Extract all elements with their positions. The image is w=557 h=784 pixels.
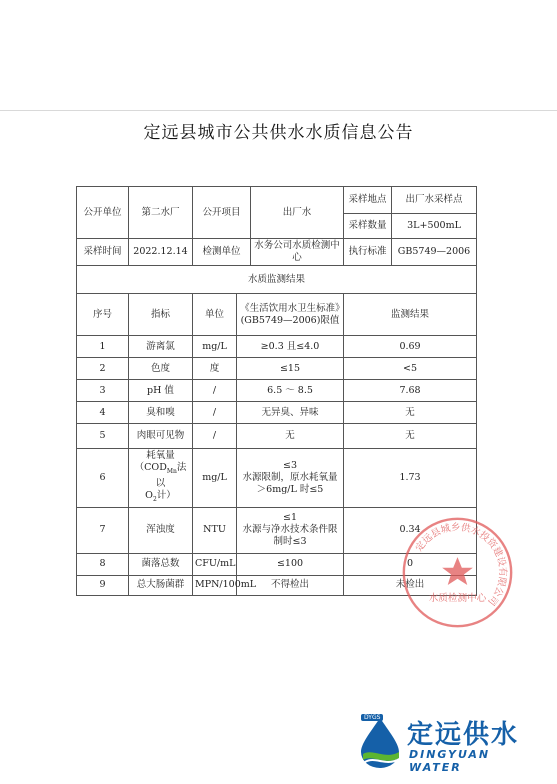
row-indicator: 肉眼可见物: [129, 424, 193, 449]
logo-tag: DYGS: [361, 714, 383, 721]
row-limit: 不得检出: [237, 575, 344, 595]
row-result: 0.34: [344, 507, 477, 553]
row-unit: 度: [193, 358, 237, 380]
row-no: 4: [77, 402, 129, 424]
table-row: [77, 380, 477, 402]
unit-label: 公开单位: [77, 187, 129, 239]
row-no: 8: [77, 553, 129, 575]
site-value: 出厂水采样点: [392, 187, 477, 214]
dept-label: 检测单位: [193, 239, 251, 266]
table-row: [77, 402, 477, 424]
water-drop-icon: [355, 714, 405, 770]
row-unit: mg/L: [193, 449, 237, 508]
row-no: 6: [77, 449, 129, 508]
row-indicator: 游离氯: [129, 336, 193, 358]
top-divider: [0, 0, 557, 111]
table-row: [77, 424, 477, 449]
official-seal: [400, 515, 515, 630]
site-label: 采样地点: [344, 187, 392, 214]
row-result: <5: [344, 358, 477, 380]
row-result: 未检出: [344, 575, 477, 595]
row-limit: ≤100: [237, 553, 344, 575]
row-no: 5: [77, 424, 129, 449]
row-indicator: 浑浊度: [129, 507, 193, 553]
std-value: GB5749—2006: [392, 239, 477, 266]
row-unit: /: [193, 424, 237, 449]
row-indicator: 臭和嗅: [129, 402, 193, 424]
row-indicator: 菌落总数: [129, 553, 193, 575]
row-unit: mg/L: [193, 336, 237, 358]
row-no: 7: [77, 507, 129, 553]
row-unit: MPN/100mL: [193, 575, 237, 595]
row-result: 无: [344, 402, 477, 424]
row-unit: CFU/mL: [193, 553, 237, 575]
row-result: 7.68: [344, 380, 477, 402]
header-unit: 单位: [193, 294, 237, 336]
row-indicator: pH 值: [129, 380, 193, 402]
page-title: 定远县城市公共供水水质信息公告: [143, 123, 414, 143]
row-limit: 6.5 ～ 8.5: [237, 380, 344, 402]
table-row: [77, 449, 477, 508]
company-logo: [355, 712, 545, 772]
dept-value: 水务公司水质检测中心: [251, 239, 344, 266]
row-no: 3: [77, 380, 129, 402]
row-no: 9: [77, 575, 129, 595]
item-label: 公开项目: [193, 187, 251, 239]
seal-star-icon: [442, 557, 473, 585]
table-row: [77, 336, 477, 358]
row-indicator: 色度: [129, 358, 193, 380]
qty-label: 采样数量: [344, 214, 392, 239]
seal-ring-text: 定远县城乡供水投资建设有限公司: [413, 522, 508, 608]
row-limit: ≤1 水源与净水技术条件限制时≤3: [237, 507, 344, 553]
row-limit: ≤15: [237, 358, 344, 380]
time-label: 采样时间: [77, 239, 129, 266]
item-value: 出厂水: [251, 187, 344, 239]
row-result: 0: [344, 553, 477, 575]
unit-value: 第二水厂: [129, 187, 193, 239]
row-limit: 无异臭、异味: [237, 402, 344, 424]
row-limit: 无: [237, 424, 344, 449]
row-result: 0.69: [344, 336, 477, 358]
header-no: 序号: [77, 294, 129, 336]
row-limit: ≥0.3 且≤4.0: [237, 336, 344, 358]
header-indicator: 指标: [129, 294, 193, 336]
table-row: [77, 358, 477, 380]
row-no: 1: [77, 336, 129, 358]
logo-chinese-name: 定远供水: [407, 720, 520, 750]
row-indicator: 总大肠菌群: [129, 575, 193, 595]
time-value: 2022.12.14: [129, 239, 193, 266]
header-limit: 《生活饮用水卫生标准》(GB5749—2006)限值: [237, 294, 344, 336]
std-label: 执行标准: [344, 239, 392, 266]
row-indicator: 耗氧量 （$COD_{Mn}$法以 $O_2$计）: [129, 449, 193, 508]
header-result: 监测结果: [344, 294, 477, 336]
qty-value: 3L+500mL: [392, 214, 477, 239]
row-result: 1.73: [344, 449, 477, 508]
section-title: 水质监测结果: [77, 266, 477, 294]
row-no: 2: [77, 358, 129, 380]
row-unit: NTU: [193, 507, 237, 553]
row-unit: /: [193, 380, 237, 402]
seal-center-text: 水质检测中心: [428, 593, 487, 605]
row-unit: /: [193, 402, 237, 424]
logo-english-name: DINGYUAN WATER: [409, 748, 491, 774]
row-result: 无: [344, 424, 477, 449]
row-limit: ≤3 水源限制，原水耗氧量＞6mg/L 时≤5: [237, 449, 344, 508]
